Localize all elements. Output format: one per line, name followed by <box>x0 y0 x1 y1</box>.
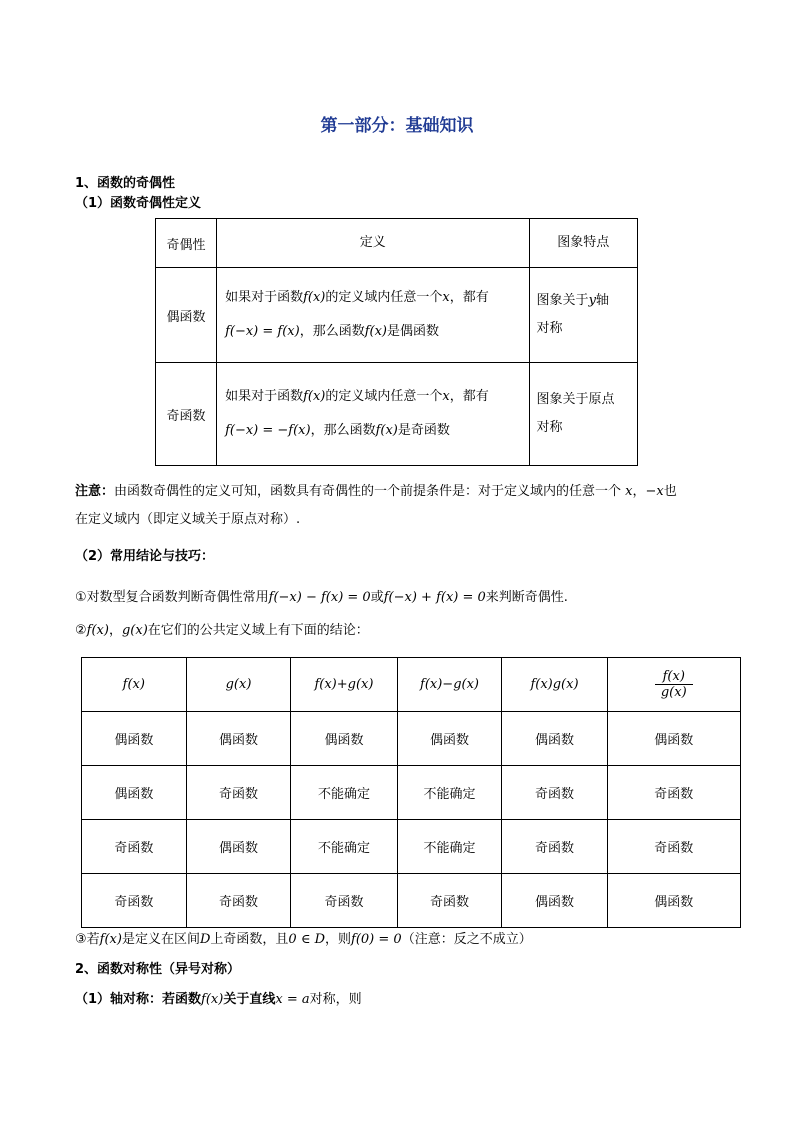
section-2-heading: 2、函数对称性（异号对称） <box>75 962 241 977</box>
table-cell: 奇函数 <box>186 874 291 928</box>
table-cell: 偶函数 <box>607 712 740 766</box>
table-cell: 奇函数 <box>607 766 740 820</box>
table-cell: 偶函数 <box>82 766 187 820</box>
section-1-sub-1: （1）函数奇偶性定义 <box>75 196 202 211</box>
parity-definition-table <box>155 218 638 466</box>
table-cell: 偶函数 <box>186 712 291 766</box>
header-cell: f(x)g(x) <box>502 658 607 712</box>
header-cell <box>607 658 740 712</box>
definition-line-1: 如果对于函数f(x)的定义域内任意一个x，都有 <box>225 290 489 305</box>
table-header-row <box>156 219 638 268</box>
definition-line-2: f(−x) = −f(x)，那么函数f(x)是奇函数 <box>225 423 450 438</box>
tip-1: ①对数型复合函数判断奇偶性常用f(−x) − f(x) = 0或f(−x) + f(x) = 0来判断奇偶性. <box>75 590 568 605</box>
row-name: 偶函数 <box>156 268 217 363</box>
table-row <box>82 766 741 820</box>
table-cell: 偶函数 <box>607 874 740 928</box>
table-cell: 偶函数 <box>397 712 502 766</box>
table-cell: 奇函数 <box>186 766 291 820</box>
header-cell: f(x)+g(x) <box>291 658 397 712</box>
table-row <box>82 820 741 874</box>
parity-operations-table <box>81 657 741 928</box>
definition-line-1: 如果对于函数f(x)的定义域内任意一个x，都有 <box>225 389 489 404</box>
table-row <box>156 363 638 466</box>
table-row <box>82 712 741 766</box>
feature-cell: 图象关于原点 对称 <box>529 363 637 466</box>
table-cell: 奇函数 <box>82 874 187 928</box>
header-cell: 奇偶性 <box>156 219 217 268</box>
quotient-fraction: $\frac{f(x)}{g(x)}$ <box>655 669 693 700</box>
header-cell: 图象特点 <box>529 219 637 268</box>
table-cell: 奇函数 <box>502 820 607 874</box>
table-cell: 偶函数 <box>82 712 187 766</box>
header-cell: f(x) <box>82 658 187 712</box>
table-row <box>82 874 741 928</box>
header-cell: f(x)−g(x) <box>397 658 502 712</box>
header-cell: 定义 <box>217 219 529 268</box>
table-cell: 奇函数 <box>502 766 607 820</box>
table-cell: 偶函数 <box>502 874 607 928</box>
definition-cell <box>217 363 529 466</box>
section-1-sub-2: （2）常用结论与技巧： <box>75 549 215 564</box>
section-2-sub-1: （1）轴对称：若函数f(x)关于直线x = a对称，则 <box>75 992 362 1007</box>
section-1-heading: 1、函数的奇偶性 <box>75 176 176 191</box>
row-name: 奇函数 <box>156 363 217 466</box>
feature-cell: 图象关于y轴 对称 <box>529 268 637 363</box>
definition-cell <box>217 268 529 363</box>
tip-3: ③若f(x)是定义在区间D上奇函数，且0 ∈ D，则f(0) = 0（注意：反之不成立） <box>75 932 532 947</box>
table-cell: 不能确定 <box>291 766 397 820</box>
table-cell: 奇函数 <box>607 820 740 874</box>
table-cell: 不能确定 <box>291 820 397 874</box>
table-cell: 偶函数 <box>291 712 397 766</box>
header-cell: g(x) <box>186 658 291 712</box>
table-cell: 奇函数 <box>291 874 397 928</box>
page-title: 第一部分：基础知识 <box>320 116 474 136</box>
note-line-2: 在定义域内（即定义域关于原点对称）. <box>75 512 301 527</box>
table-row <box>156 268 638 363</box>
note-line-1: 注意：由函数奇偶性的定义可知，函数具有奇偶性的一个前提条件是：对于定义域内的任意一个 x，−x也 <box>75 484 677 499</box>
table-cell: 奇函数 <box>397 874 502 928</box>
definition-line-2: f(−x) = f(x)，那么函数f(x)是偶函数 <box>225 324 440 339</box>
table-cell: 偶函数 <box>186 820 291 874</box>
table-cell: 不能确定 <box>397 766 502 820</box>
tip-2: ②f(x)，g(x)在它们的公共定义域上有下面的结论： <box>75 623 369 638</box>
table-cell: 奇函数 <box>82 820 187 874</box>
table-cell: 偶函数 <box>502 712 607 766</box>
table-header-row <box>82 658 741 712</box>
table-cell: 不能确定 <box>397 820 502 874</box>
